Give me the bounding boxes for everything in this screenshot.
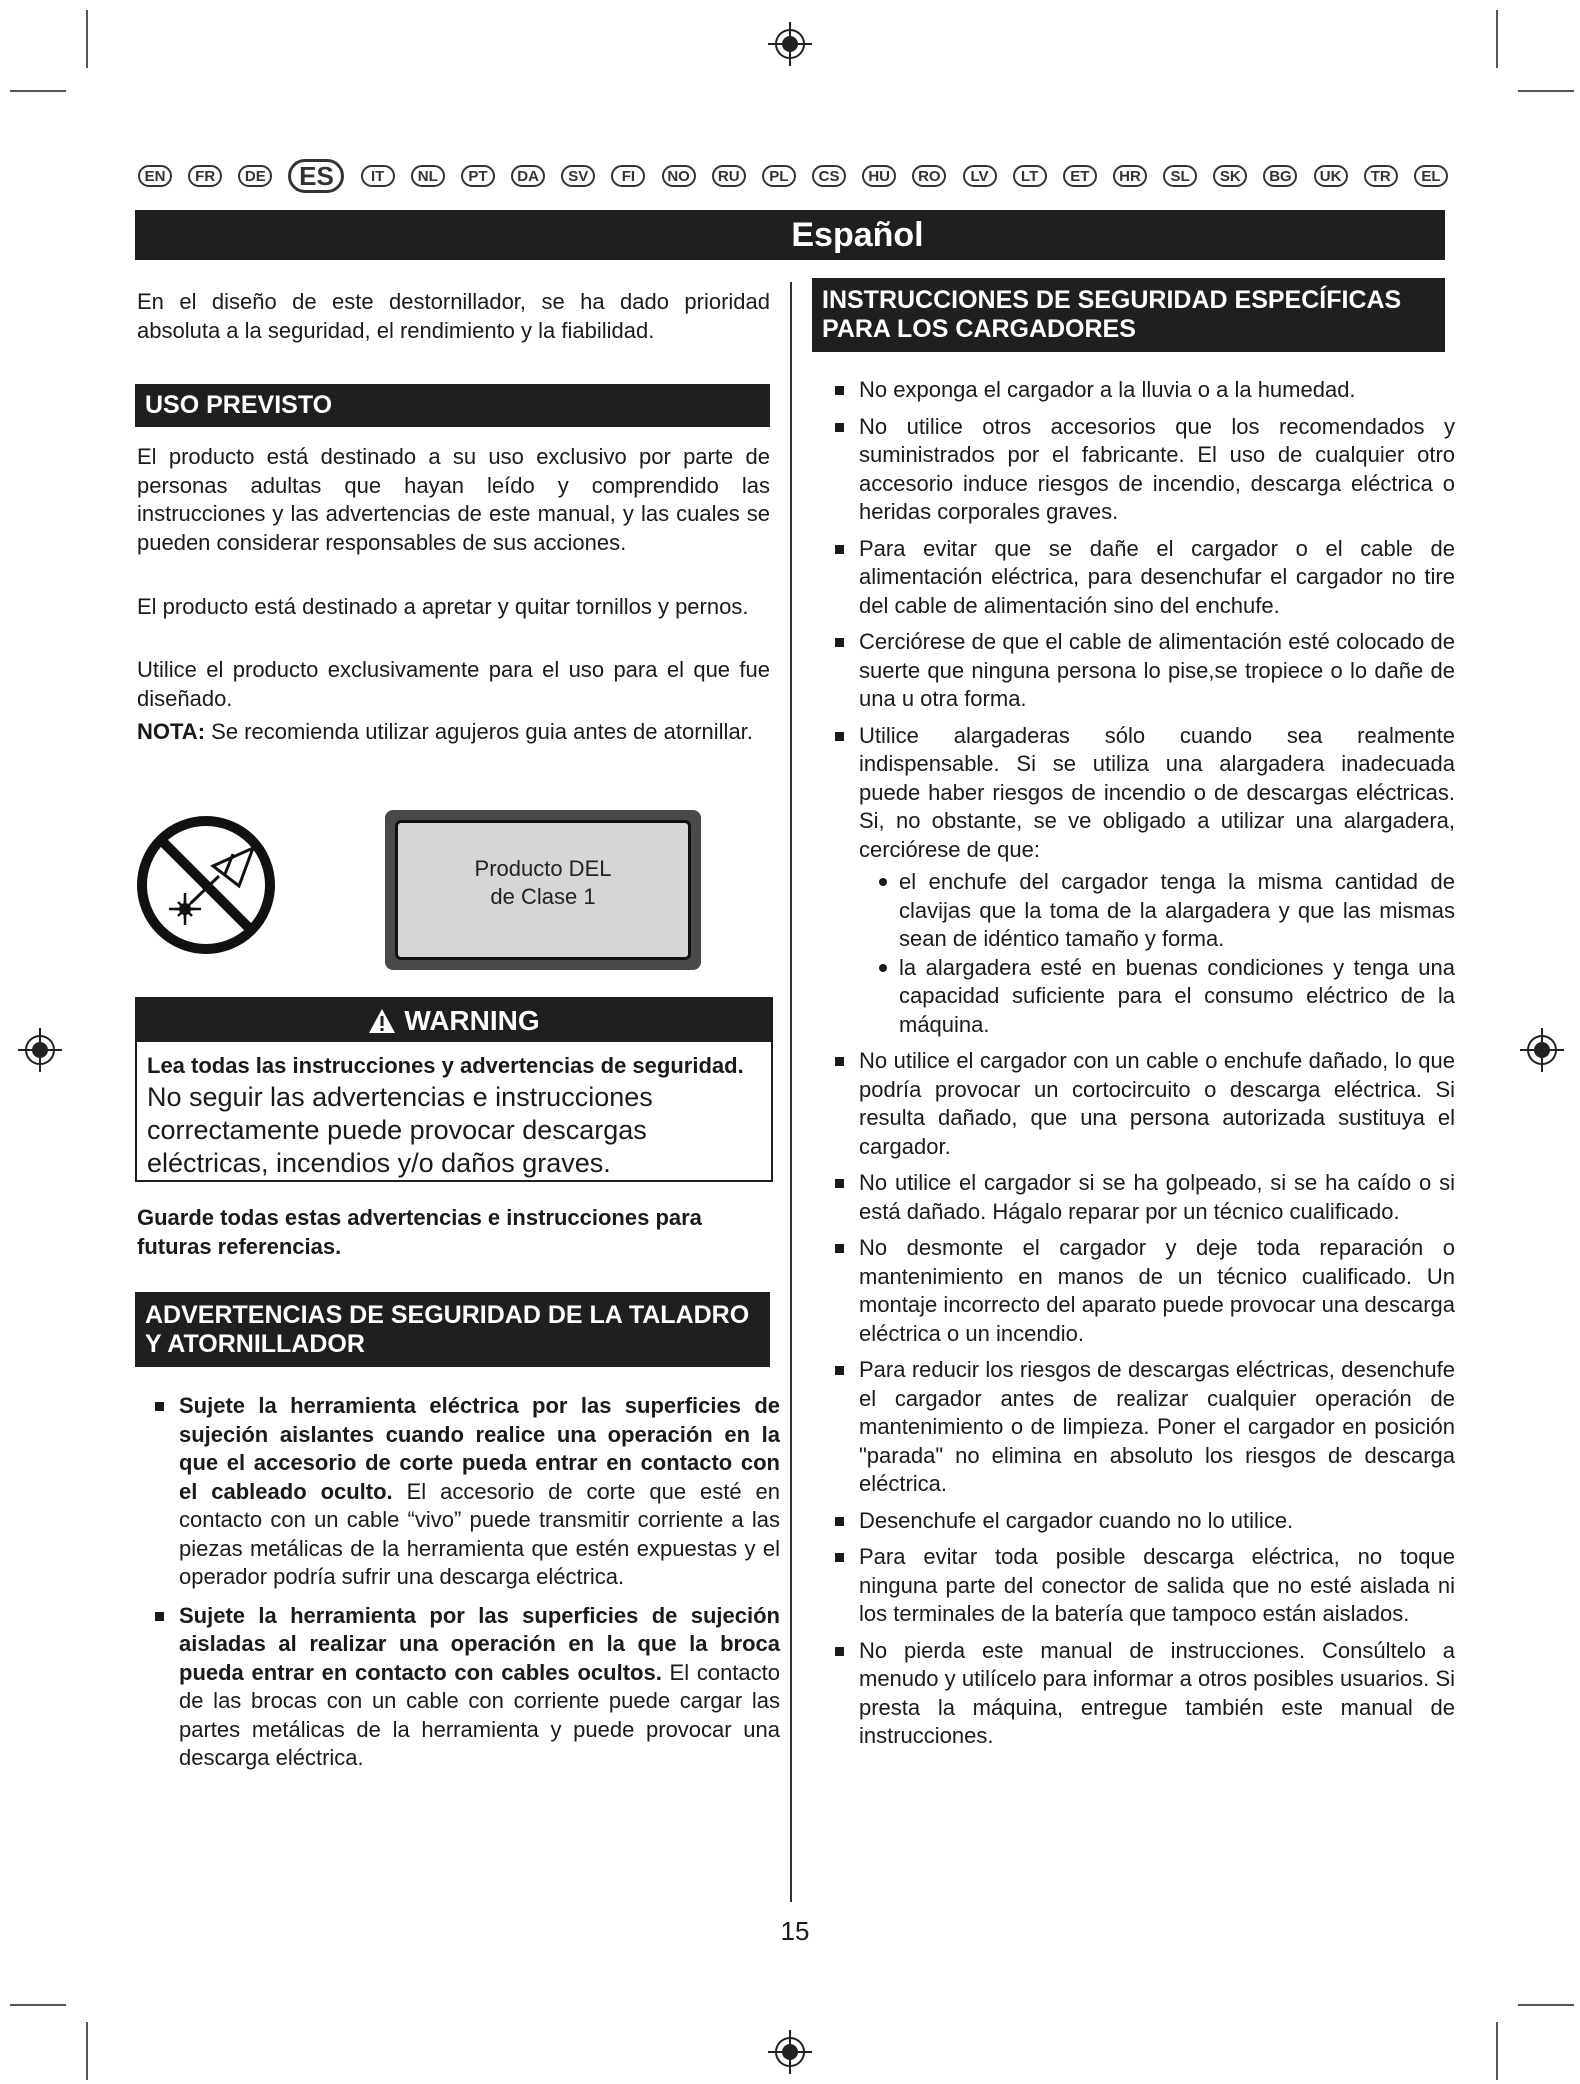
warning-box [135,997,773,1182]
language-badge-sk: SK [1213,165,1247,187]
language-badge-pl: PL [762,165,796,187]
language-badge-bg: BG [1263,165,1297,187]
bullet-icon [835,1057,844,1066]
language-badge-da: DA [511,165,545,187]
bullet-icon [835,1179,844,1188]
bullet-icon [835,1647,844,1656]
charger-safety-item [835,1047,1455,1161]
registration-mark-icon [766,2028,814,2076]
language-badge-nl: NL [411,165,445,187]
crop-mark [1496,2022,1498,2080]
charger-safety-item [835,1543,1455,1629]
crop-mark [1518,2004,1574,2006]
language-badge-sv: SV [561,165,595,187]
language-badge-it: IT [361,165,395,187]
intro-paragraph: En el diseño de este destornillador, se ha dado prioridad absoluta a la seguridad, el rendimiento y la fiabilidad. [137,289,770,343]
laser-class-line1: Producto DEL [474,856,612,881]
bullet-icon [835,638,844,647]
language-badge-es: ES [288,159,344,193]
laser-class-line2: de Clase 1 [490,884,596,909]
taladro-warning-item [155,1602,780,1773]
language-selector [138,158,1448,194]
crop-mark [1496,10,1498,68]
crop-mark [1518,90,1574,92]
extension-cord-checklist [859,868,1455,1039]
charger-item-text: No exponga el cargador a la lluvia o a la humedad. [859,377,1356,402]
bullet-icon [835,423,844,432]
extension-cord-check-item [859,868,1455,954]
warning-triangle-icon [368,1008,396,1034]
warning-text: No seguir las advertencias e instrucciones correctamente puede provocar descargas eléctricas, incendios y/o daños graves. [147,1082,653,1178]
nota-paragraph [137,718,770,747]
page-title: Español [135,210,1445,260]
registration-mark-icon [16,1026,64,1074]
charger-safety-item [835,1637,1455,1751]
registration-mark-icon [766,20,814,68]
charger-safety-item [835,376,1455,405]
warning-bold-text: Lea todas las instrucciones y advertencias de seguridad. [147,1053,744,1078]
language-badge-hr: HR [1113,165,1147,187]
crop-mark [10,2004,66,2006]
dot-bullet-icon [879,878,887,886]
charger-safety-item [835,1507,1455,1536]
language-badge-tr: TR [1364,165,1398,187]
taladro-heading: ADVERTENCIAS DE SEGURIDAD DE LA TALADRO Y ATORNILLADOR [135,1292,770,1367]
extension-cord-check-item [859,954,1455,1040]
bullet-icon [835,1517,844,1526]
language-badge-fi: FI [611,165,645,187]
language-badge-ru: RU [712,165,746,187]
charger-item-text: Para reducir los riesgos de descargas eléctricas, desenchufe el cargador antes de realizar cualquier operación de mantenimiento o de limpieza. Poner el cargador en posición "parada" no elimina en absoluto los riesgos de descarga eléctrica. [859,1357,1455,1496]
charger-item-text: Para evitar toda posible descarga eléctrica, no toque ninguna parte del conector de salida que no esté aislada ni los terminales de la batería que tampoco están aislados. [859,1544,1455,1626]
warning-header [137,999,771,1042]
check-item-text: el enchufe del cargador tenga la misma cantidad de clavijas que la toma de la alargadera y que las mismas sean de idéntico tamaño y forma. [899,869,1455,951]
taladro-item-bold: Sujete la herramienta por las superficies de sujeción aisladas al realizar una operación en la que la broca pueda entrar en contacto con cables ocultos. [179,1602,780,1685]
crop-mark [10,90,66,92]
language-badge-et: ET [1063,165,1097,187]
charger-item-text: No utilice el cargador si se ha golpeado, si se ha caído o si está dañado. Hágalo reparar por un técnico cualificado. [859,1170,1455,1224]
uso-previsto-p2: El producto está destinado a apretar y quitar tornillos y pernos. [137,594,749,619]
charger-item-text: No utilice el cargador con un cable o enchufe dañado, lo que podría provocar un cortocircuito o descarga eléctrica. Si resulta dañado, que una persona autorizada sustituya el cargador. [859,1048,1455,1159]
bullet-icon [835,1366,844,1375]
taladro-item-text: El contacto de las brocas con un cable con corriente puede cargar las partes metálicas de la herramienta y puede provocar una descarga eléctrica. [179,1659,780,1770]
charger-safety-item [835,1169,1455,1226]
language-badge-ro: RO [912,165,946,187]
language-badge-en: EN [138,165,172,187]
charger-item-text: Utilice alargaderas sólo cuando sea realmente indispensable. Si se utiliza una alargadera inadecuada puede haber riesgos de incendio o de descargas eléctricas. Si, no obstante, se ve obligado a utilizar una alargadera, cerciórese de que: [859,722,1455,862]
uso-previsto-p3: Utilice el producto exclusivamente para el uso para el que fue diseñado. [137,657,770,711]
charger-safety-item [835,413,1455,527]
laser-class-label [385,810,701,970]
charger-safety-item [835,1234,1455,1348]
language-badge-fr: FR [188,165,222,187]
uso-previsto-heading: USO PREVISTO [135,384,770,427]
language-badge-el: EL [1414,165,1448,187]
uso-previsto-p1: El producto está destinado a su uso exclusivo por parte de personas adultas que hayan leído y comprendido las instrucciones y las advertencias de este manual, y las cuales se pueden considerar responsables de sus acciones. [137,444,770,555]
charger-safety-item [835,722,1455,1040]
warning-title: WARNING [404,1004,540,1036]
taladro-warnings-list [155,1392,780,1783]
language-badge-uk: UK [1314,165,1348,187]
registration-mark-icon [1518,1026,1566,1074]
language-badge-lv: LV [963,165,997,187]
charger-safety-item [835,628,1455,714]
taladro-warning-item [155,1392,780,1592]
charger-safety-item [835,1356,1455,1499]
bullet-icon [835,1553,844,1562]
language-badge-hu: HU [862,165,896,187]
language-badge-no: NO [662,165,696,187]
charger-item-text: No desmonte el cargador y deje toda reparación o mantenimiento en manos de un técnico cualificado. Un montaje incorrecto del aparato puede provocar una descarga eléctrica o un incendio. [859,1235,1455,1346]
charger-safety-list [835,376,1455,1759]
nota-label: NOTA: [137,719,206,744]
cargadores-heading: INSTRUCCIONES DE SEGURIDAD ESPECÍFICAS PARA LOS CARGADORES [812,278,1445,352]
page-number: 15 [780,1916,810,1946]
warning-body [137,1042,771,1180]
bullet-icon [835,1244,844,1253]
language-badge-pt: PT [461,165,495,187]
bullet-icon [155,1612,164,1621]
charger-item-text: Desenchufe el cargador cuando no lo utilice. [859,1507,1294,1533]
crop-mark [86,10,88,68]
language-badge-lt: LT [1013,165,1047,187]
bullet-icon [155,1402,164,1411]
language-badge-de: DE [238,165,272,187]
crop-mark [86,2022,88,2080]
column-divider [790,282,792,1902]
language-badge-cs: CS [812,165,846,187]
charger-safety-item [835,535,1455,621]
check-item-text: la alargadera esté en buenas condiciones y tenga una capacidad suficiente para el consumo eléctrico de la máquina. [899,954,1455,1037]
charger-item-text: No pierda este manual de instrucciones. Consúltelo a menudo y utilícelo para informar a otros posibles usuarios. Si presta la máquina, entregue también este manual de instrucciones. [859,1637,1455,1748]
bullet-icon [835,386,844,395]
no-laser-beam-icon [135,814,277,956]
charger-item-text: No utilice otros accesorios que los recomendados y suministrados por el fabricante. El uso de cualquier otro accesorio induce riesgos de incendio, descarga eléctrica o heridas corporales graves. [859,413,1455,524]
guarde-paragraph: Guarde todas estas advertencias e instrucciones para futuras referencias. [137,1205,702,1259]
charger-item-text: Para evitar que se dañe el cargador o el cable de alimentación eléctrica, para desenchufar el cargador no tire del cable de alimentación sino del enchufe. [859,535,1455,618]
bullet-icon [835,545,844,554]
charger-item-text: Cerciórese de que el cable de alimentación esté colocado de suerte que ninguna persona lo pise,se tropiece o lo dañe de una u otra forma. [859,629,1455,711]
bullet-icon [835,732,844,741]
language-badge-sl: SL [1163,165,1197,187]
taladro-item-bold: Sujete la herramienta eléctrica por las superficies de sujeción aislantes cuando realice una operación en la que el accesorio de corte pueda entrar en contacto con el cableado oculto. [179,1393,780,1504]
nota-text: Se recomienda utilizar agujeros guia antes de atornillar. [205,719,753,744]
taladro-item-text: El accesorio de corte que esté en contacto con un cable “vivo” puede transmitir corriente a las piezas metálicas de la herramienta que estén expuestas y el operador podría sufrir una descarga eléctrica. [179,1478,780,1589]
dot-bullet-icon [879,964,887,972]
